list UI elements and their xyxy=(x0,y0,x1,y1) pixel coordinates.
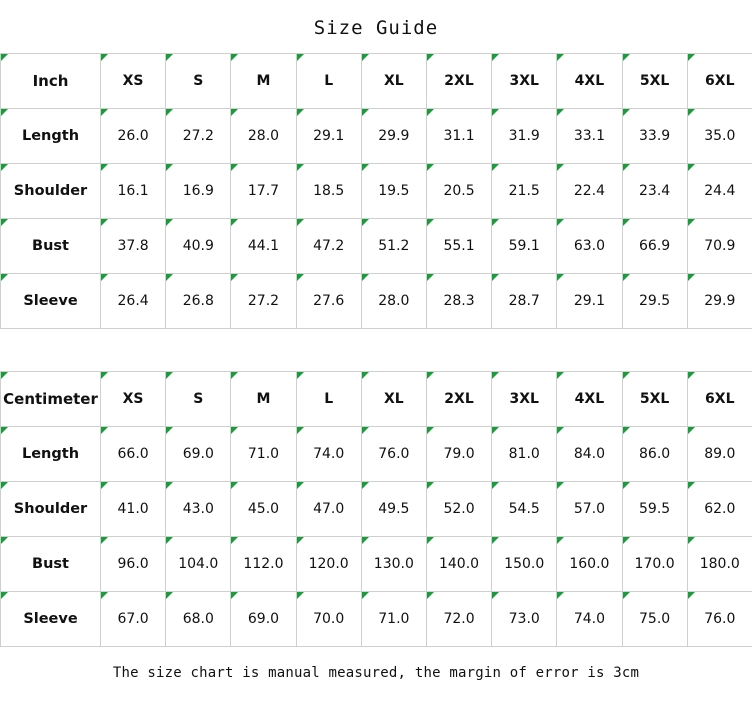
cell-value: 160.0 xyxy=(557,537,622,592)
cell-value: 89.0 xyxy=(687,427,752,482)
cell-value: 54.5 xyxy=(492,482,557,537)
cell-value: 33.1 xyxy=(557,109,622,164)
cell-value: 29.1 xyxy=(557,274,622,329)
size-header-3xl: 3XL xyxy=(492,54,557,109)
size-header-3xl: 3XL xyxy=(492,372,557,427)
size-header-5xl: 5XL xyxy=(622,372,687,427)
cell-value: 59.1 xyxy=(492,219,557,274)
cell-value: 44.1 xyxy=(231,219,296,274)
cell-value: 112.0 xyxy=(231,537,296,592)
cell-value: 41.0 xyxy=(101,482,166,537)
size-header-2xl: 2XL xyxy=(426,54,491,109)
unit-header: Centimeter xyxy=(1,372,101,427)
size-header-2xl: 2XL xyxy=(426,372,491,427)
cell-value: 16.1 xyxy=(101,164,166,219)
cell-value: 79.0 xyxy=(426,427,491,482)
cell-value: 81.0 xyxy=(492,427,557,482)
cell-value: 27.2 xyxy=(231,274,296,329)
cell-value: 70.9 xyxy=(687,219,752,274)
cell-value: 76.0 xyxy=(361,427,426,482)
row-label-sleeve: Sleeve xyxy=(1,592,101,647)
size-header-6xl: 6XL xyxy=(687,54,752,109)
table-separator xyxy=(0,329,752,371)
cell-value: 68.0 xyxy=(166,592,231,647)
cell-value: 170.0 xyxy=(622,537,687,592)
cell-value: 63.0 xyxy=(557,219,622,274)
cell-value: 24.4 xyxy=(687,164,752,219)
size-table-inch xyxy=(0,53,752,329)
cell-value: 120.0 xyxy=(296,537,361,592)
cell-value: 57.0 xyxy=(557,482,622,537)
measurement-note: The size chart is manual measured, the margin of error is 3cm xyxy=(112,665,640,681)
cell-value: 76.0 xyxy=(687,592,752,647)
cell-value: 140.0 xyxy=(426,537,491,592)
cell-value: 96.0 xyxy=(101,537,166,592)
cell-value: 59.5 xyxy=(622,482,687,537)
size-header-6xl: 6XL xyxy=(687,372,752,427)
unit-header: Inch xyxy=(1,54,101,109)
cell-value: 28.0 xyxy=(361,274,426,329)
cell-value: 18.5 xyxy=(296,164,361,219)
cell-value: 71.0 xyxy=(361,592,426,647)
table-row xyxy=(1,164,752,219)
row-label-sleeve: Sleeve xyxy=(1,274,101,329)
table-row xyxy=(1,109,752,164)
size-header-xs: XS xyxy=(101,54,166,109)
size-header-l: L xyxy=(296,54,361,109)
size-header-xl: XL xyxy=(361,54,426,109)
cell-value: 47.0 xyxy=(296,482,361,537)
cell-value: 52.0 xyxy=(426,482,491,537)
cell-value: 49.5 xyxy=(361,482,426,537)
cell-value: 67.0 xyxy=(101,592,166,647)
table-row xyxy=(1,427,752,482)
cell-value: 70.0 xyxy=(296,592,361,647)
size-header-4xl: 4XL xyxy=(557,54,622,109)
row-label-length: Length xyxy=(1,427,101,482)
cell-value: 17.7 xyxy=(231,164,296,219)
cell-value: 74.0 xyxy=(296,427,361,482)
row-label-bust: Bust xyxy=(1,537,101,592)
row-label-shoulder: Shoulder xyxy=(1,482,101,537)
cell-value: 21.5 xyxy=(492,164,557,219)
size-header-l: L xyxy=(296,372,361,427)
row-label-bust: Bust xyxy=(1,219,101,274)
size-header-4xl: 4XL xyxy=(557,372,622,427)
cell-value: 74.0 xyxy=(557,592,622,647)
cell-value: 69.0 xyxy=(166,427,231,482)
table-header-row xyxy=(1,54,752,109)
cell-value: 37.8 xyxy=(101,219,166,274)
cell-value: 104.0 xyxy=(166,537,231,592)
cell-value: 71.0 xyxy=(231,427,296,482)
cell-value: 23.4 xyxy=(622,164,687,219)
cell-value: 16.9 xyxy=(166,164,231,219)
cell-value: 43.0 xyxy=(166,482,231,537)
cell-value: 62.0 xyxy=(687,482,752,537)
table-header-row xyxy=(1,372,752,427)
size-header-5xl: 5XL xyxy=(622,54,687,109)
cell-value: 84.0 xyxy=(557,427,622,482)
size-header-xs: XS xyxy=(101,372,166,427)
cell-value: 47.2 xyxy=(296,219,361,274)
cell-value: 35.0 xyxy=(687,109,752,164)
row-label-length: Length xyxy=(1,109,101,164)
cell-value: 66.9 xyxy=(622,219,687,274)
cell-value: 29.5 xyxy=(622,274,687,329)
cell-value: 28.7 xyxy=(492,274,557,329)
cell-value: 40.9 xyxy=(166,219,231,274)
cell-value: 66.0 xyxy=(101,427,166,482)
table-row xyxy=(1,592,752,647)
size-header-s: S xyxy=(166,54,231,109)
cell-value: 29.9 xyxy=(361,109,426,164)
cell-value: 73.0 xyxy=(492,592,557,647)
table-row xyxy=(1,482,752,537)
cell-value: 51.2 xyxy=(361,219,426,274)
cell-value: 69.0 xyxy=(231,592,296,647)
page-title: Size Guide xyxy=(313,17,439,39)
size-header-m: M xyxy=(231,372,296,427)
table-row xyxy=(1,219,752,274)
cell-value: 27.6 xyxy=(296,274,361,329)
cell-value: 29.1 xyxy=(296,109,361,164)
cell-value: 20.5 xyxy=(426,164,491,219)
cell-value: 75.0 xyxy=(622,592,687,647)
cell-value: 150.0 xyxy=(492,537,557,592)
cell-value: 130.0 xyxy=(361,537,426,592)
cell-value: 33.9 xyxy=(622,109,687,164)
table-row xyxy=(1,537,752,592)
row-label-shoulder: Shoulder xyxy=(1,164,101,219)
cell-value: 180.0 xyxy=(687,537,752,592)
cell-value: 72.0 xyxy=(426,592,491,647)
cell-value: 86.0 xyxy=(622,427,687,482)
cell-value: 22.4 xyxy=(557,164,622,219)
cell-value: 27.2 xyxy=(166,109,231,164)
size-header-xl: XL xyxy=(361,372,426,427)
cell-value: 28.0 xyxy=(231,109,296,164)
cell-value: 26.4 xyxy=(101,274,166,329)
size-header-m: M xyxy=(231,54,296,109)
size-header-s: S xyxy=(166,372,231,427)
cell-value: 28.3 xyxy=(426,274,491,329)
cell-value: 31.9 xyxy=(492,109,557,164)
cell-value: 55.1 xyxy=(426,219,491,274)
cell-value: 31.1 xyxy=(426,109,491,164)
size-table-centimeter xyxy=(0,371,752,647)
cell-value: 26.0 xyxy=(101,109,166,164)
cell-value: 29.9 xyxy=(687,274,752,329)
table-row xyxy=(1,274,752,329)
cell-value: 26.8 xyxy=(166,274,231,329)
cell-value: 19.5 xyxy=(361,164,426,219)
cell-value: 45.0 xyxy=(231,482,296,537)
